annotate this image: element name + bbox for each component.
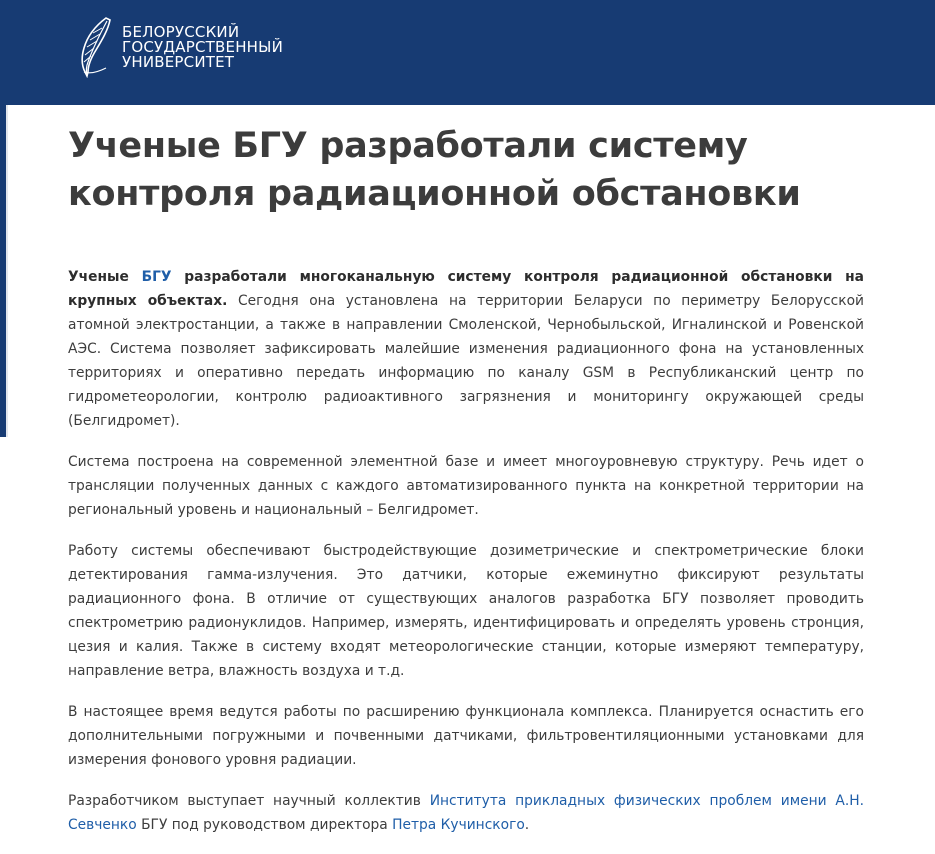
feather-quill-icon	[76, 16, 116, 78]
paragraph-5-text-3: .	[524, 817, 530, 833]
logo-wordmark	[122, 22, 284, 71]
article-body	[68, 265, 864, 837]
paragraph-2: Система построена на современной элементной базе и имеет многоуровневую структуру. Речь идет о трансляции полученных данных с каждого автоматизированного пункта на конкретной территории на региональный уровень и национальный – Белгидромет.	[68, 454, 864, 518]
article	[68, 122, 864, 854]
lead-text-1: Ученые	[68, 269, 142, 285]
director-link[interactable]: Петра Кучинского	[392, 817, 525, 833]
site-header	[0, 0, 935, 105]
bsu-link[interactable]: БГУ	[141, 269, 172, 285]
paragraph-5-text-2: БГУ под руководством директора	[136, 817, 393, 833]
logo-line-3: УНИВЕРСИТЕТ	[122, 52, 235, 71]
bsu-logo[interactable]	[76, 16, 283, 78]
article-title: Ученые БГУ разработали систему контроля радиационной обстановки	[68, 126, 801, 214]
logo-line-2: ГОСУДАРСТВЕННЫЙ	[122, 37, 284, 56]
institute-link[interactable]: Института прикладных физических проблем имени А.Н. Севченко	[68, 793, 865, 833]
paragraph-1	[68, 265, 864, 433]
paragraph-4: В настоящее время ведутся работы по расширению функционала комплекса. Планируется оснастить его дополнительными погружными и почвенными датчиками, фильтровентиляционными установками для измерения фонового уровня радиации.	[68, 704, 864, 768]
paragraph-5	[68, 789, 864, 837]
logo-line-1: БЕЛОРУССКИЙ	[122, 22, 240, 41]
paragraph-1-text: Сегодня она установлена на территории Беларуси по периметру Белорусской атомной электростанции, а также в направлении Смоленской, Чернобыльской, Игналинской и Ровенской АЭС. Система позволяет зафиксировать малейшие изменения радиационного фона на установленных территориях и оперативно передать информацию по каналу GSM в Республиканский центр по гидрометеорологии, контролю радиоактивного загрязнения и мониторингу окружающей среды (Белгидромет).	[68, 293, 864, 429]
paragraph-3: Работу системы обеспечивают быстродействующие дозиметрические и спектрометрические блоки детектирования гамма-излучения. Это датчики, которые ежеминутно фиксируют результаты радиационного фона. В отличие от существующих аналогов разработка БГУ позволяет проводить спектрометрию радионуклидов. Например, измерять, идентифицировать и определять уровень стронция, цезия и калия. Также в систему входят метеорологические станции, которые измеряют температуру, направление ветра, влажность воздуха и т.д.	[68, 543, 864, 679]
paragraph-5-text-1: Разработчиком выступает научный коллектив	[68, 793, 430, 809]
lead-text-2: разработали многоканальную систему контроля радиационной обстановки на крупных объектах.	[68, 269, 864, 309]
left-edge-strip	[0, 105, 8, 437]
